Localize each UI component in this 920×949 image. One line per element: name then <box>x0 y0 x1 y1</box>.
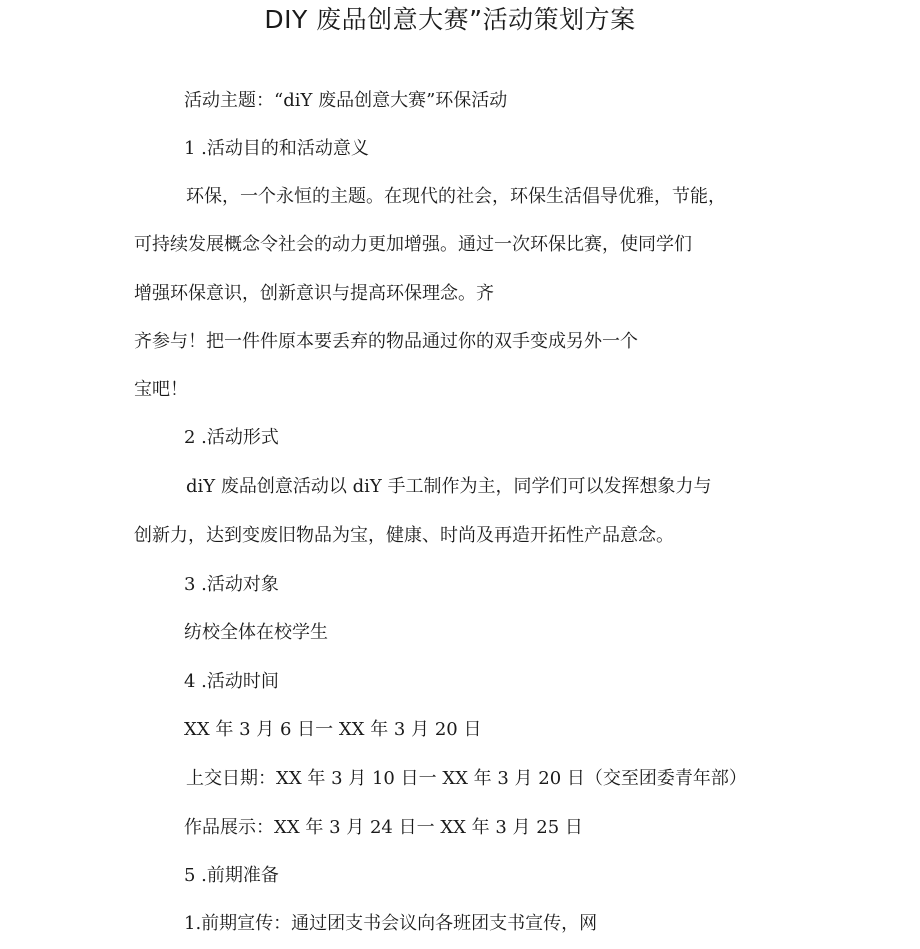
paragraph-line: 1.前期宣传：通过团支书会议向各班团支书宣传，网 <box>184 913 598 934</box>
section-heading-time: 4 .活动时间 <box>184 671 279 692</box>
date-range-line: XX 年 3 月 6 日一 XX 年 3 月 20 日 <box>184 719 482 740</box>
activity-theme-line: 活动主题：“diY 废品创意大赛”环保活动 <box>184 90 508 111</box>
paragraph-line: 齐参与！把一件件原本要丢弃的物品通过你的双手变成另外一个 <box>134 331 638 352</box>
exhibition-date-line: 作品展示：XX 年 3 月 24 日一 XX 年 3 月 25 日 <box>184 817 583 838</box>
paragraph-line: 环保，一个永恒的主题。在现代的社会，环保生活倡导优雅，节能， <box>186 186 726 207</box>
paragraph-line: 宝吧！ <box>134 379 188 400</box>
section-heading-audience: 3 .活动对象 <box>184 574 279 595</box>
section-heading-prep: 5 .前期准备 <box>184 865 279 886</box>
section-heading-format: 2 .活动形式 <box>184 427 279 448</box>
paragraph-line: 增强环保意识，创新意识与提高环保理念。齐 <box>134 283 494 304</box>
paragraph-line: 纺校全体在校学生 <box>184 622 328 643</box>
paragraph-line: diY 废品创意活动以 diY 手工制作为主，同学们可以发挥想象力与 <box>186 476 712 497</box>
paragraph-line: 可持续发展概念令社会的动力更加增强。通过一次环保比赛，使同学们 <box>134 234 692 255</box>
paragraph-line: 创新力，达到变废旧物品为宝，健康、时尚及再造开拓性产品意念。 <box>134 525 674 546</box>
section-heading-purpose: 1 .活动目的和活动意义 <box>184 138 369 159</box>
document-title: DIY 废品创意大赛”活动策划方案 <box>264 5 636 34</box>
submission-date-line: 上交日期：XX 年 3 月 10 日一 XX 年 3 月 20 日（交至团委青年部） <box>186 768 747 789</box>
